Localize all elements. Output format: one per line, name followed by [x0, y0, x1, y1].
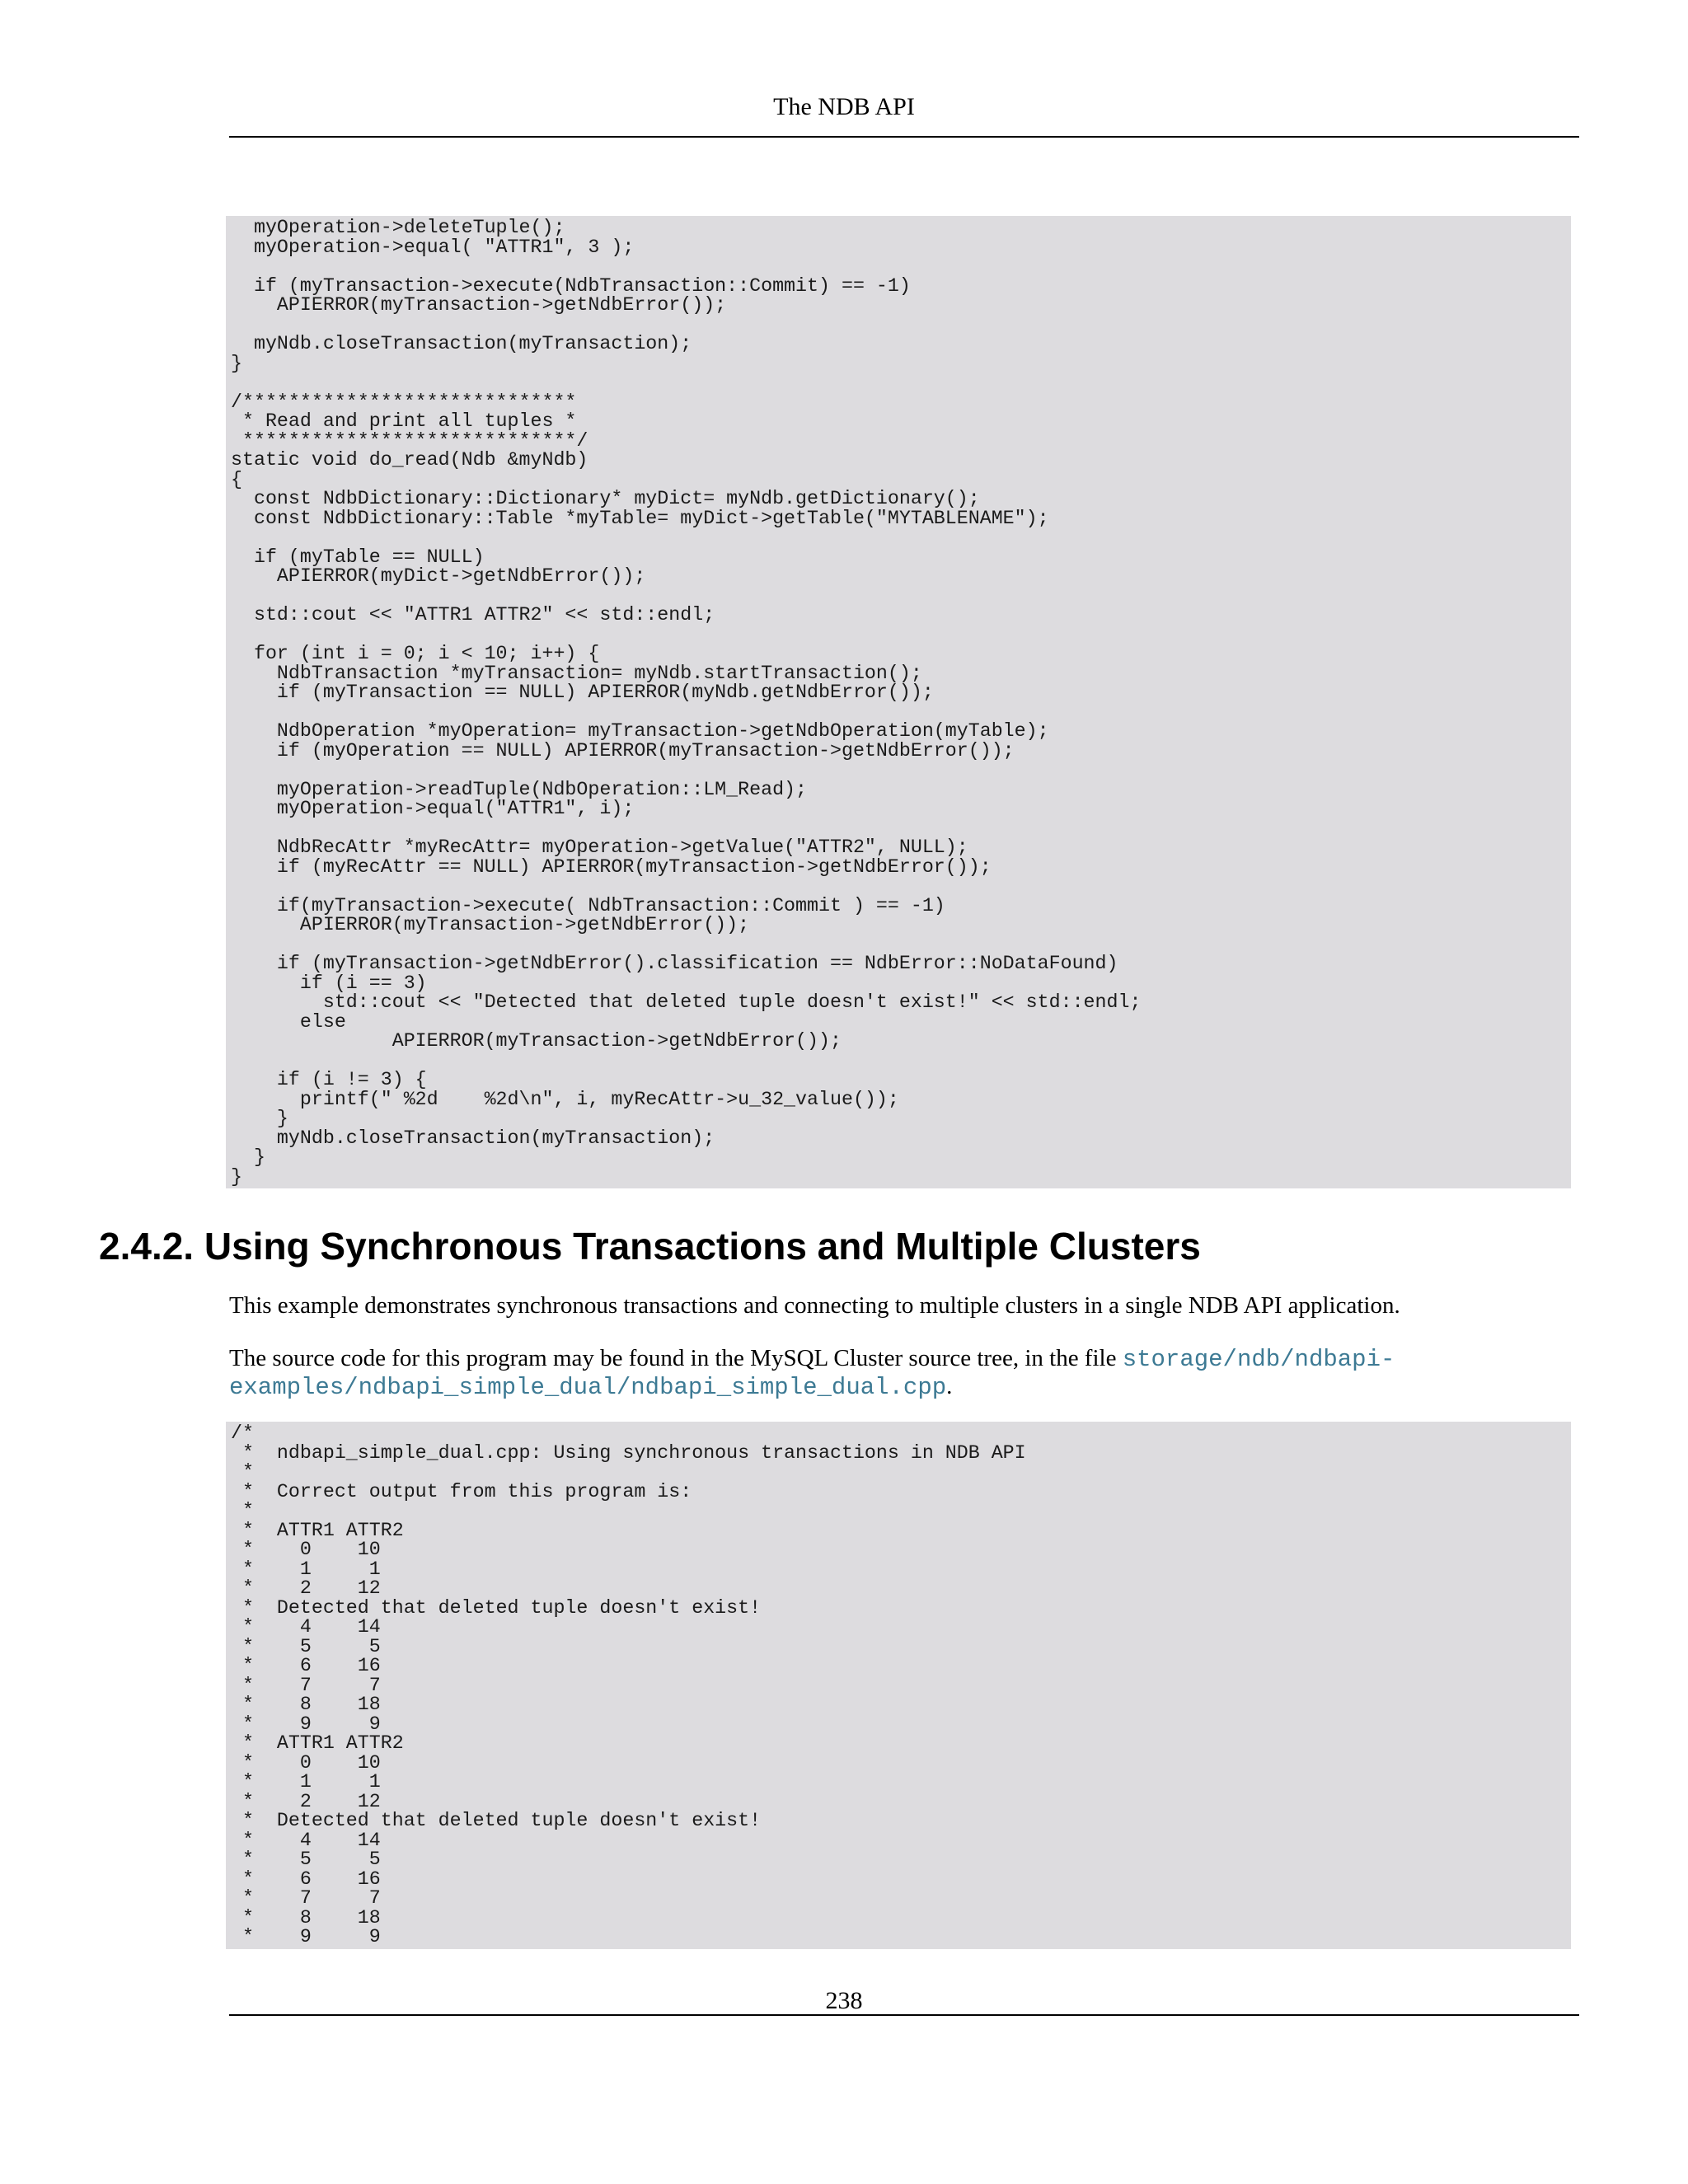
running-header: The NDB API [773, 93, 915, 120]
section-title: 2.4.2. Using Synchronous Transactions and Multiple Clusters [99, 1225, 1201, 1268]
source-location-paragraph [229, 1345, 1573, 1401]
header-rule [229, 136, 1579, 138]
code-listing-simple-dual: /* * ndbapi_simple_dual.cpp: Using synchronous transactions in NDB API * * Correct output from this program is: * * ATTR1 ATTR2 * 0 10 * 1 1 * 2 12 * Detected that deleted tuple doesn't exist! * 4 14 * 5 5 * 6 16 * 7 7 * 8 18 * 9 9 * ATTR1 ATTR2 * 0 10 * 1 1 * 2 12 * Detected that deleted tuple doesn't exist! * 4 14 * 5 5 * 6 16 * 7 7 * 8 18 * 9 9 [226, 1422, 1571, 1949]
page-number: 238 [825, 1987, 863, 2014]
section-intro-paragraph: This example demonstrates synchronous transactions and connecting to multiple clusters in a single NDB API application. [229, 1292, 1400, 1319]
code-listing-do-read: myOperation->deleteTuple(); myOperation->equal( "ATTR1", 3 ); if (myTransaction->execute(NdbTransaction::Commit) == -1) APIERROR(myTransaction->getNdbError()); myNdb.closeTransaction(myTransaction); } /***************************** * Read and print all tuples * *****************************/ static void do_read(Ndb &myNdb) { const NdbDictionary::Dictionary* myDict= myNdb.getDictionary(); const NdbDictionary::Table *myTable= myDict->getTable("MYTABLENAME"); if (myTable == NULL) APIERROR(myDict->getNdbError()); std::cout << "ATTR1 ATTR2" << std::endl; for (int i = 0; i < 10; i++) { NdbTransaction *myTransaction= myNdb.startTransaction(); if (myTransaction == NULL) APIERROR(myNdb.getNdbError()); NdbOperation *myOperation= myTransaction->getNdbOperation(myTable); if (myOperation == NULL) APIERROR(myTransaction->getNdbError()); myOperation->readTuple(NdbOperation::LM_Read); myOperation->equal("ATTR1", i); NdbRecAttr *myRecAttr= myOperation->getValue("ATTR2", NULL); if (myRecAttr == NULL) APIERROR(myTransaction->getNdbError()); if(myTransaction->execute( NdbTransaction::Commit ) == -1) APIERROR(myTransaction->getNdbError()); if (myTransaction->getNdbError().classification == NdbError::NoDataFound) if (i == 3) std::cout << "Detected that deleted tuple doesn't exist!" << std::endl; else APIERROR(myTransaction->getNdbError()); if (i != 3) { printf(" %2d %2d\n", i, myRecAttr->u_32_value()); } myNdb.closeTransaction(myTransaction); } } [226, 216, 1571, 1188]
source-file-path: storage/ndb/ndbapi-examples/ndbapi_simple_dual/ndbapi_simple_dual.cpp [229, 1346, 1395, 1401]
source-location-suffix: . [946, 1373, 953, 1399]
source-location-text: The source code for this program may be found in the MySQL Cluster source tree, in the file [229, 1345, 1123, 1371]
